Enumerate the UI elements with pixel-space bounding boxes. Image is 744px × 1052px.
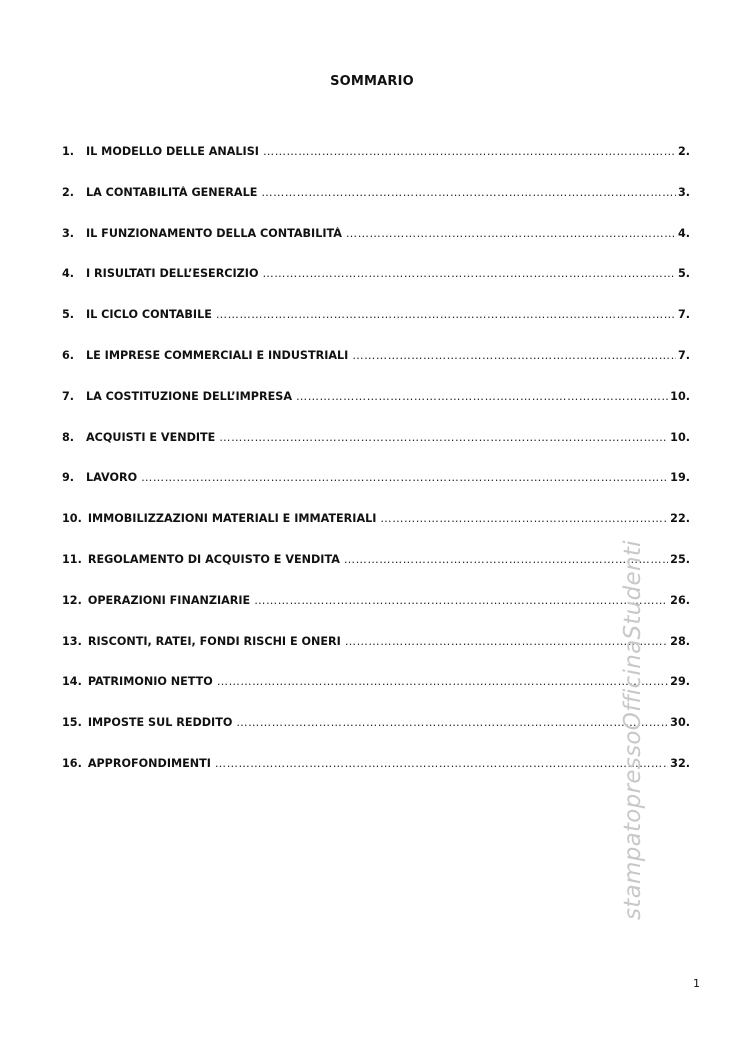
table-of-contents bbox=[62, 145, 690, 798]
toc-entry-title: IL CICLO CONTABILE bbox=[86, 308, 212, 322]
toc-entry-title: LAVORO bbox=[86, 471, 138, 485]
toc-entry-title: I RISULTATI DELL’ESERCIZIO bbox=[86, 267, 259, 281]
toc-entry[interactable] bbox=[62, 390, 690, 431]
toc-entry-number: 3. bbox=[62, 226, 75, 240]
toc-entry-title: REGOLAMENTO DI ACQUISTO E VENDITA bbox=[87, 552, 340, 566]
toc-entry-page: 22. bbox=[670, 512, 690, 526]
toc-dot-leader bbox=[236, 716, 668, 729]
toc-dot-leader bbox=[217, 675, 668, 688]
toc-entry-title: IMPOSTE SUL REDDITO bbox=[87, 716, 233, 730]
toc-entry-number: 9. bbox=[62, 471, 75, 485]
toc-entry-title: ACQUISTI E VENDITE bbox=[86, 430, 216, 444]
toc-entry-number: 13. bbox=[62, 634, 82, 648]
toc-dot-leader bbox=[141, 471, 668, 484]
watermark: stampatopressoOfficinaStudenti bbox=[620, 540, 646, 920]
toc-entry-page: 10. bbox=[670, 430, 690, 444]
toc-entry-page: 32. bbox=[670, 756, 690, 770]
toc-dot-leader bbox=[380, 512, 668, 525]
toc-entry[interactable] bbox=[62, 349, 690, 390]
toc-dot-leader bbox=[215, 757, 668, 770]
toc-entry-page: 3. bbox=[677, 185, 690, 199]
toc-entry-number: 14. bbox=[62, 675, 82, 689]
toc-dot-leader bbox=[216, 308, 676, 321]
toc-entry-title: IMMOBILIZZAZIONI MATERIALI E IMMATERIALI bbox=[87, 512, 377, 526]
toc-entry-page: 4. bbox=[677, 226, 690, 240]
toc-entry-page: 28. bbox=[670, 634, 690, 648]
toc-entry-page: 2. bbox=[677, 145, 690, 158]
toc-entry-number: 8. bbox=[62, 430, 75, 444]
toc-entry-number: 11. bbox=[62, 552, 82, 566]
toc-entry[interactable] bbox=[62, 186, 690, 227]
toc-dot-leader bbox=[219, 431, 668, 444]
toc-dot-leader bbox=[296, 390, 668, 403]
toc-entry-title: LA CONTABILITÁ GENERALE bbox=[86, 185, 258, 199]
toc-entry[interactable] bbox=[62, 471, 690, 512]
toc-entry[interactable] bbox=[62, 145, 690, 186]
toc-entry-page: 19. bbox=[670, 471, 690, 485]
toc-entry-title: APPROFONDIMENTI bbox=[87, 756, 211, 770]
toc-entry-number: 15. bbox=[62, 716, 82, 730]
toc-entry[interactable] bbox=[62, 553, 690, 594]
toc-entry-page: 25. bbox=[670, 552, 690, 566]
toc-entry-number: 6. bbox=[62, 348, 75, 362]
toc-entry-number: 1. bbox=[62, 145, 75, 158]
toc-dot-leader bbox=[263, 145, 676, 158]
toc-entry-number: 10. bbox=[62, 512, 82, 526]
toc-entry-page: 30. bbox=[670, 716, 690, 730]
toc-dot-leader bbox=[352, 349, 676, 362]
toc-entry-title: OPERAZIONI FINANZIARIE bbox=[87, 593, 251, 607]
toc-entry-title: RISCONTI, RATEI, FONDI RISCHI E ONERI bbox=[87, 634, 341, 648]
toc-entry-number: 2. bbox=[62, 185, 75, 199]
toc-entry-number: 16. bbox=[62, 756, 82, 770]
toc-dot-leader bbox=[262, 267, 675, 280]
toc-entry-title: IL FUNZIONAMENTO DELLA CONTABILITÁ bbox=[86, 226, 342, 240]
toc-entry-page: 7. bbox=[677, 308, 690, 322]
toc-entry-page: 7. bbox=[677, 348, 690, 362]
toc-entry-number: 12. bbox=[62, 593, 82, 607]
toc-entry-page: 5. bbox=[677, 267, 690, 281]
toc-entry[interactable] bbox=[62, 308, 690, 349]
page-number: 1 bbox=[693, 977, 700, 990]
toc-entry-number: 5. bbox=[62, 308, 75, 322]
toc-entry-title: IL MODELLO DELLE ANALISI bbox=[86, 145, 259, 158]
toc-entry[interactable] bbox=[62, 594, 690, 635]
toc-entry[interactable] bbox=[62, 757, 690, 798]
toc-entry[interactable] bbox=[62, 675, 690, 716]
toc-entry[interactable] bbox=[62, 635, 690, 676]
page-title: SOMMARIO bbox=[330, 74, 414, 89]
toc-entry-page: 10. bbox=[670, 389, 690, 403]
toc-dot-leader bbox=[254, 594, 668, 607]
toc-entry[interactable] bbox=[62, 512, 690, 553]
toc-entry[interactable] bbox=[62, 227, 690, 268]
toc-entry-title: LA COSTITUZIONE DELL’IMPRESA bbox=[86, 389, 292, 403]
toc-entry-number: 7. bbox=[62, 389, 75, 403]
toc-entry-page: 29. bbox=[670, 675, 690, 689]
toc-entry-title: PATRIMONIO NETTO bbox=[87, 675, 213, 689]
toc-entry[interactable] bbox=[62, 716, 690, 757]
toc-entry-number: 4. bbox=[62, 267, 75, 281]
toc-dot-leader bbox=[346, 227, 676, 240]
toc-entry[interactable] bbox=[62, 267, 690, 308]
toc-entry-title: LE IMPRESE COMMERCIALI E INDUSTRIALI bbox=[86, 348, 349, 362]
toc-entry[interactable] bbox=[62, 431, 690, 472]
toc-entry-page: 26. bbox=[670, 593, 690, 607]
toc-dot-leader bbox=[261, 186, 676, 199]
